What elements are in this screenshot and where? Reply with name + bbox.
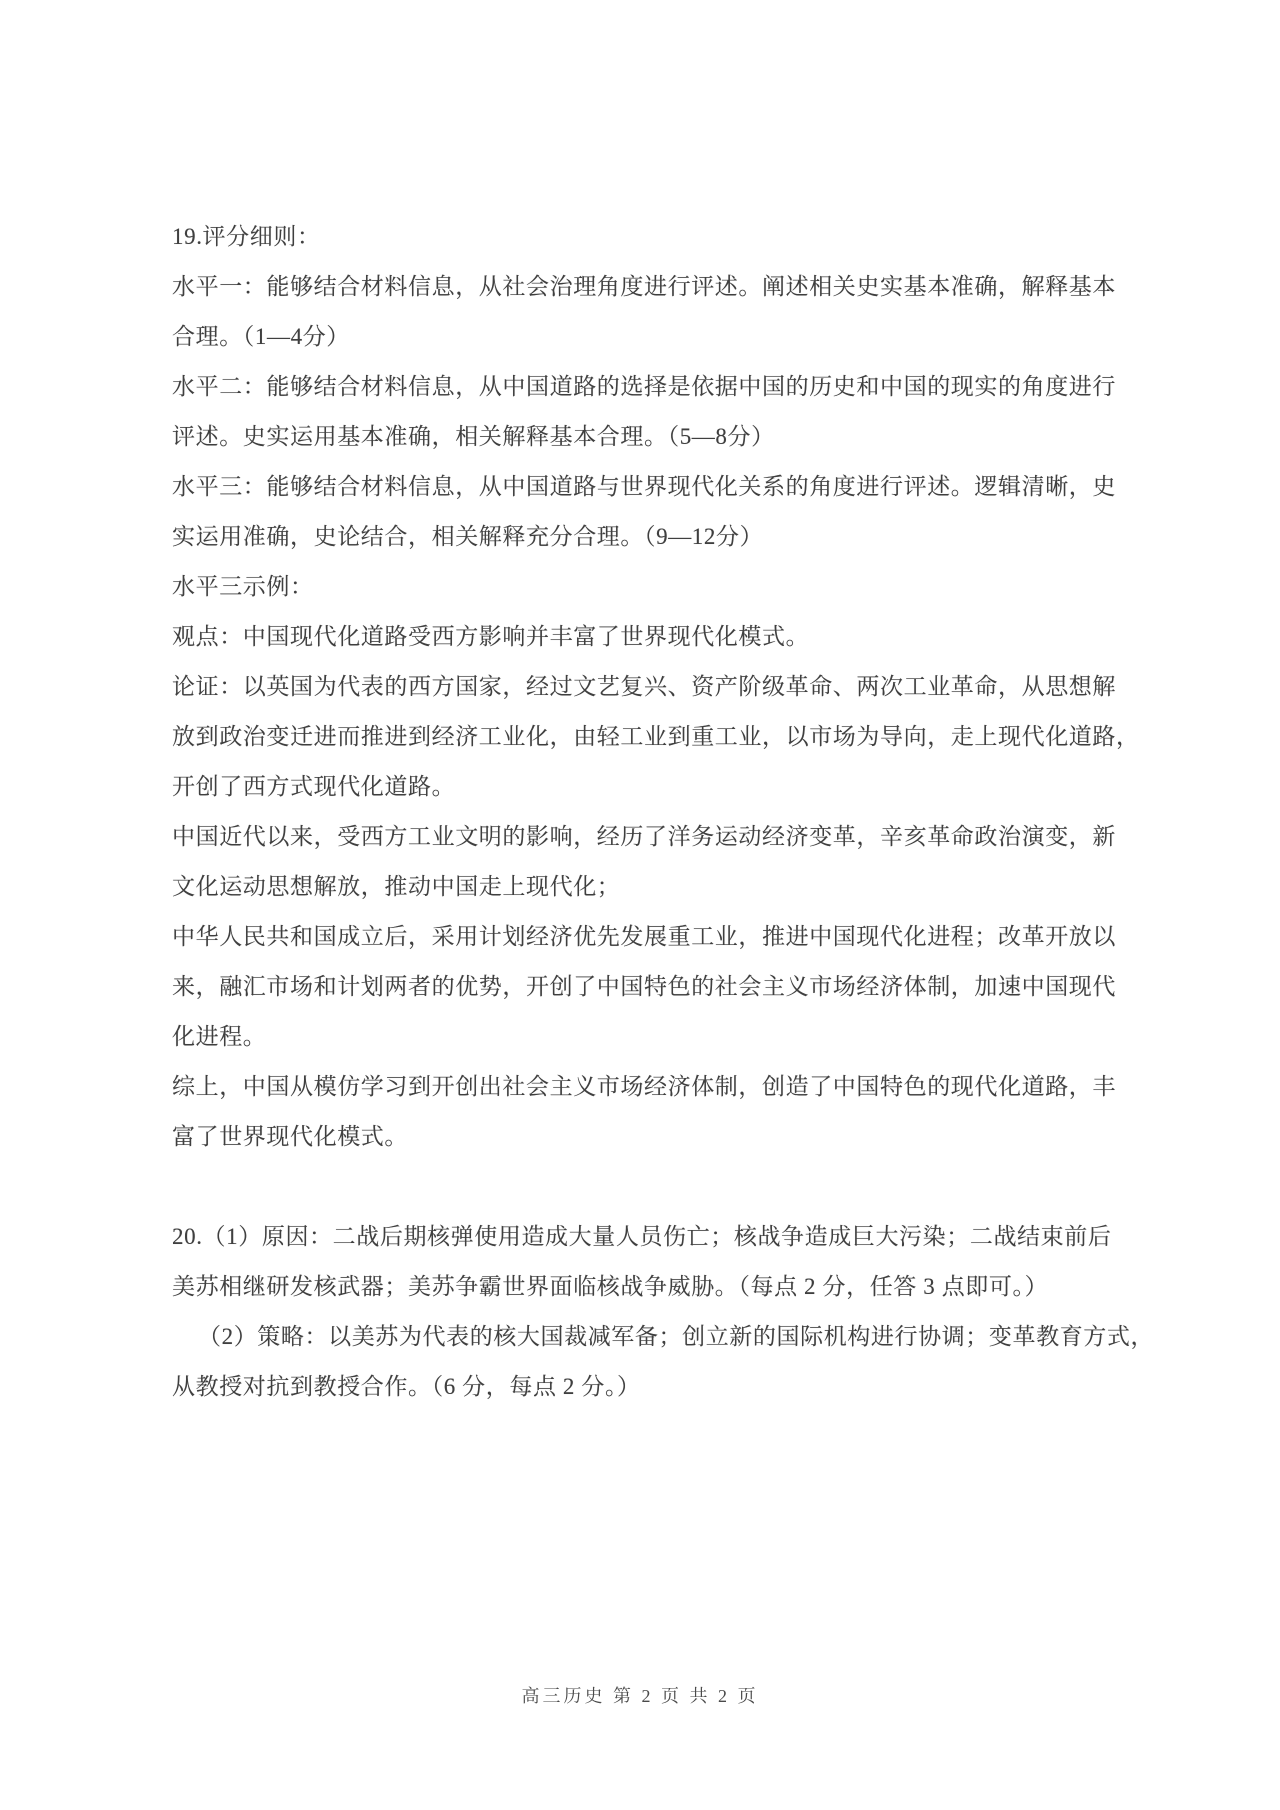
text-line: 中国近代以来，受西方工业文明的影响，经历了洋务运动经济变革，辛亥革命政治演变，新 xyxy=(172,824,1116,849)
text-line: 评述。史实运用基本准确，相关解释基本合理。（5—8分） xyxy=(172,424,775,449)
text-line: 水平一：能够结合材料信息，从社会治理角度进行评述。阐述相关史实基本准确，解释基本 xyxy=(172,274,1116,299)
text-line: 观点：中国现代化道路受西方影响并丰富了世界现代化模式。 xyxy=(172,624,810,649)
text-line: 放到政治变迁进而推进到经济工业化，由轻工业到重工业，以市场为导向，走上现代化道路， xyxy=(172,724,1140,749)
answer-19-block xyxy=(172,212,1140,1162)
text-line: 实运用准确，史论结合，相关解释充分合理。（9—12分） xyxy=(172,524,764,549)
text-line: 综上，中国从模仿学习到开创出社会主义市场经济体制，创造了中国特色的现代化道路，丰 xyxy=(172,1074,1116,1099)
text-line: 文化运动思想解放，推动中国走上现代化； xyxy=(172,874,621,899)
text-line: 论证：以英国为代表的西方国家，经过文艺复兴、资产阶级革命、两次工业革命，从思想解 xyxy=(172,674,1116,699)
text-line: 水平三示例： xyxy=(172,574,314,599)
text-line: 合理。（1—4分） xyxy=(172,324,350,349)
text-line: 水平二：能够结合材料信息，从中国道路的选择是依据中国的历史和中国的现实的角度进行 xyxy=(172,374,1116,399)
text-line: 来，融汇市场和计划两者的优势，开创了中国特色的社会主义市场经济体制，加速中国现代 xyxy=(172,974,1116,999)
text-line: 水平三：能够结合材料信息，从中国道路与世界现代化关系的角度进行评述。逻辑清晰，史 xyxy=(172,474,1116,499)
page-footer: 高三历史 第 2 页 共 2 页 xyxy=(521,1686,759,1706)
text-line: 富了世界现代化模式。 xyxy=(172,1124,408,1149)
text-line: 化进程。 xyxy=(172,1024,267,1049)
answer-20-block xyxy=(172,1212,1155,1412)
text-line: 19.评分细则： xyxy=(172,224,321,249)
text-line: （2）策略：以美苏为代表的核大国裁减军备；创立新的国际机构进行协调；变革教育方式， xyxy=(198,1324,1155,1349)
text-line: 中华人民共和国成立后，采用计划经济优先发展重工业，推进中国现代化进程；改革开放以 xyxy=(172,924,1116,949)
answer-text-block xyxy=(172,212,1155,1412)
text-line: 20.（1）原因：二战后期核弹使用造成大量人员伤亡；核战争造成巨大污染；二战结束前后 xyxy=(172,1224,1112,1249)
text-line: 美苏相继研发核武器；美苏争霸世界面临核战争威胁。（每点 2 分，任答 3 点即可。） xyxy=(172,1274,1049,1299)
text-line: 从教授对抗到教授合作。（6 分，每点 2 分。） xyxy=(172,1374,641,1399)
text-line: 开创了西方式现代化道路。 xyxy=(172,774,456,799)
paragraph-gap xyxy=(172,1162,1116,1212)
